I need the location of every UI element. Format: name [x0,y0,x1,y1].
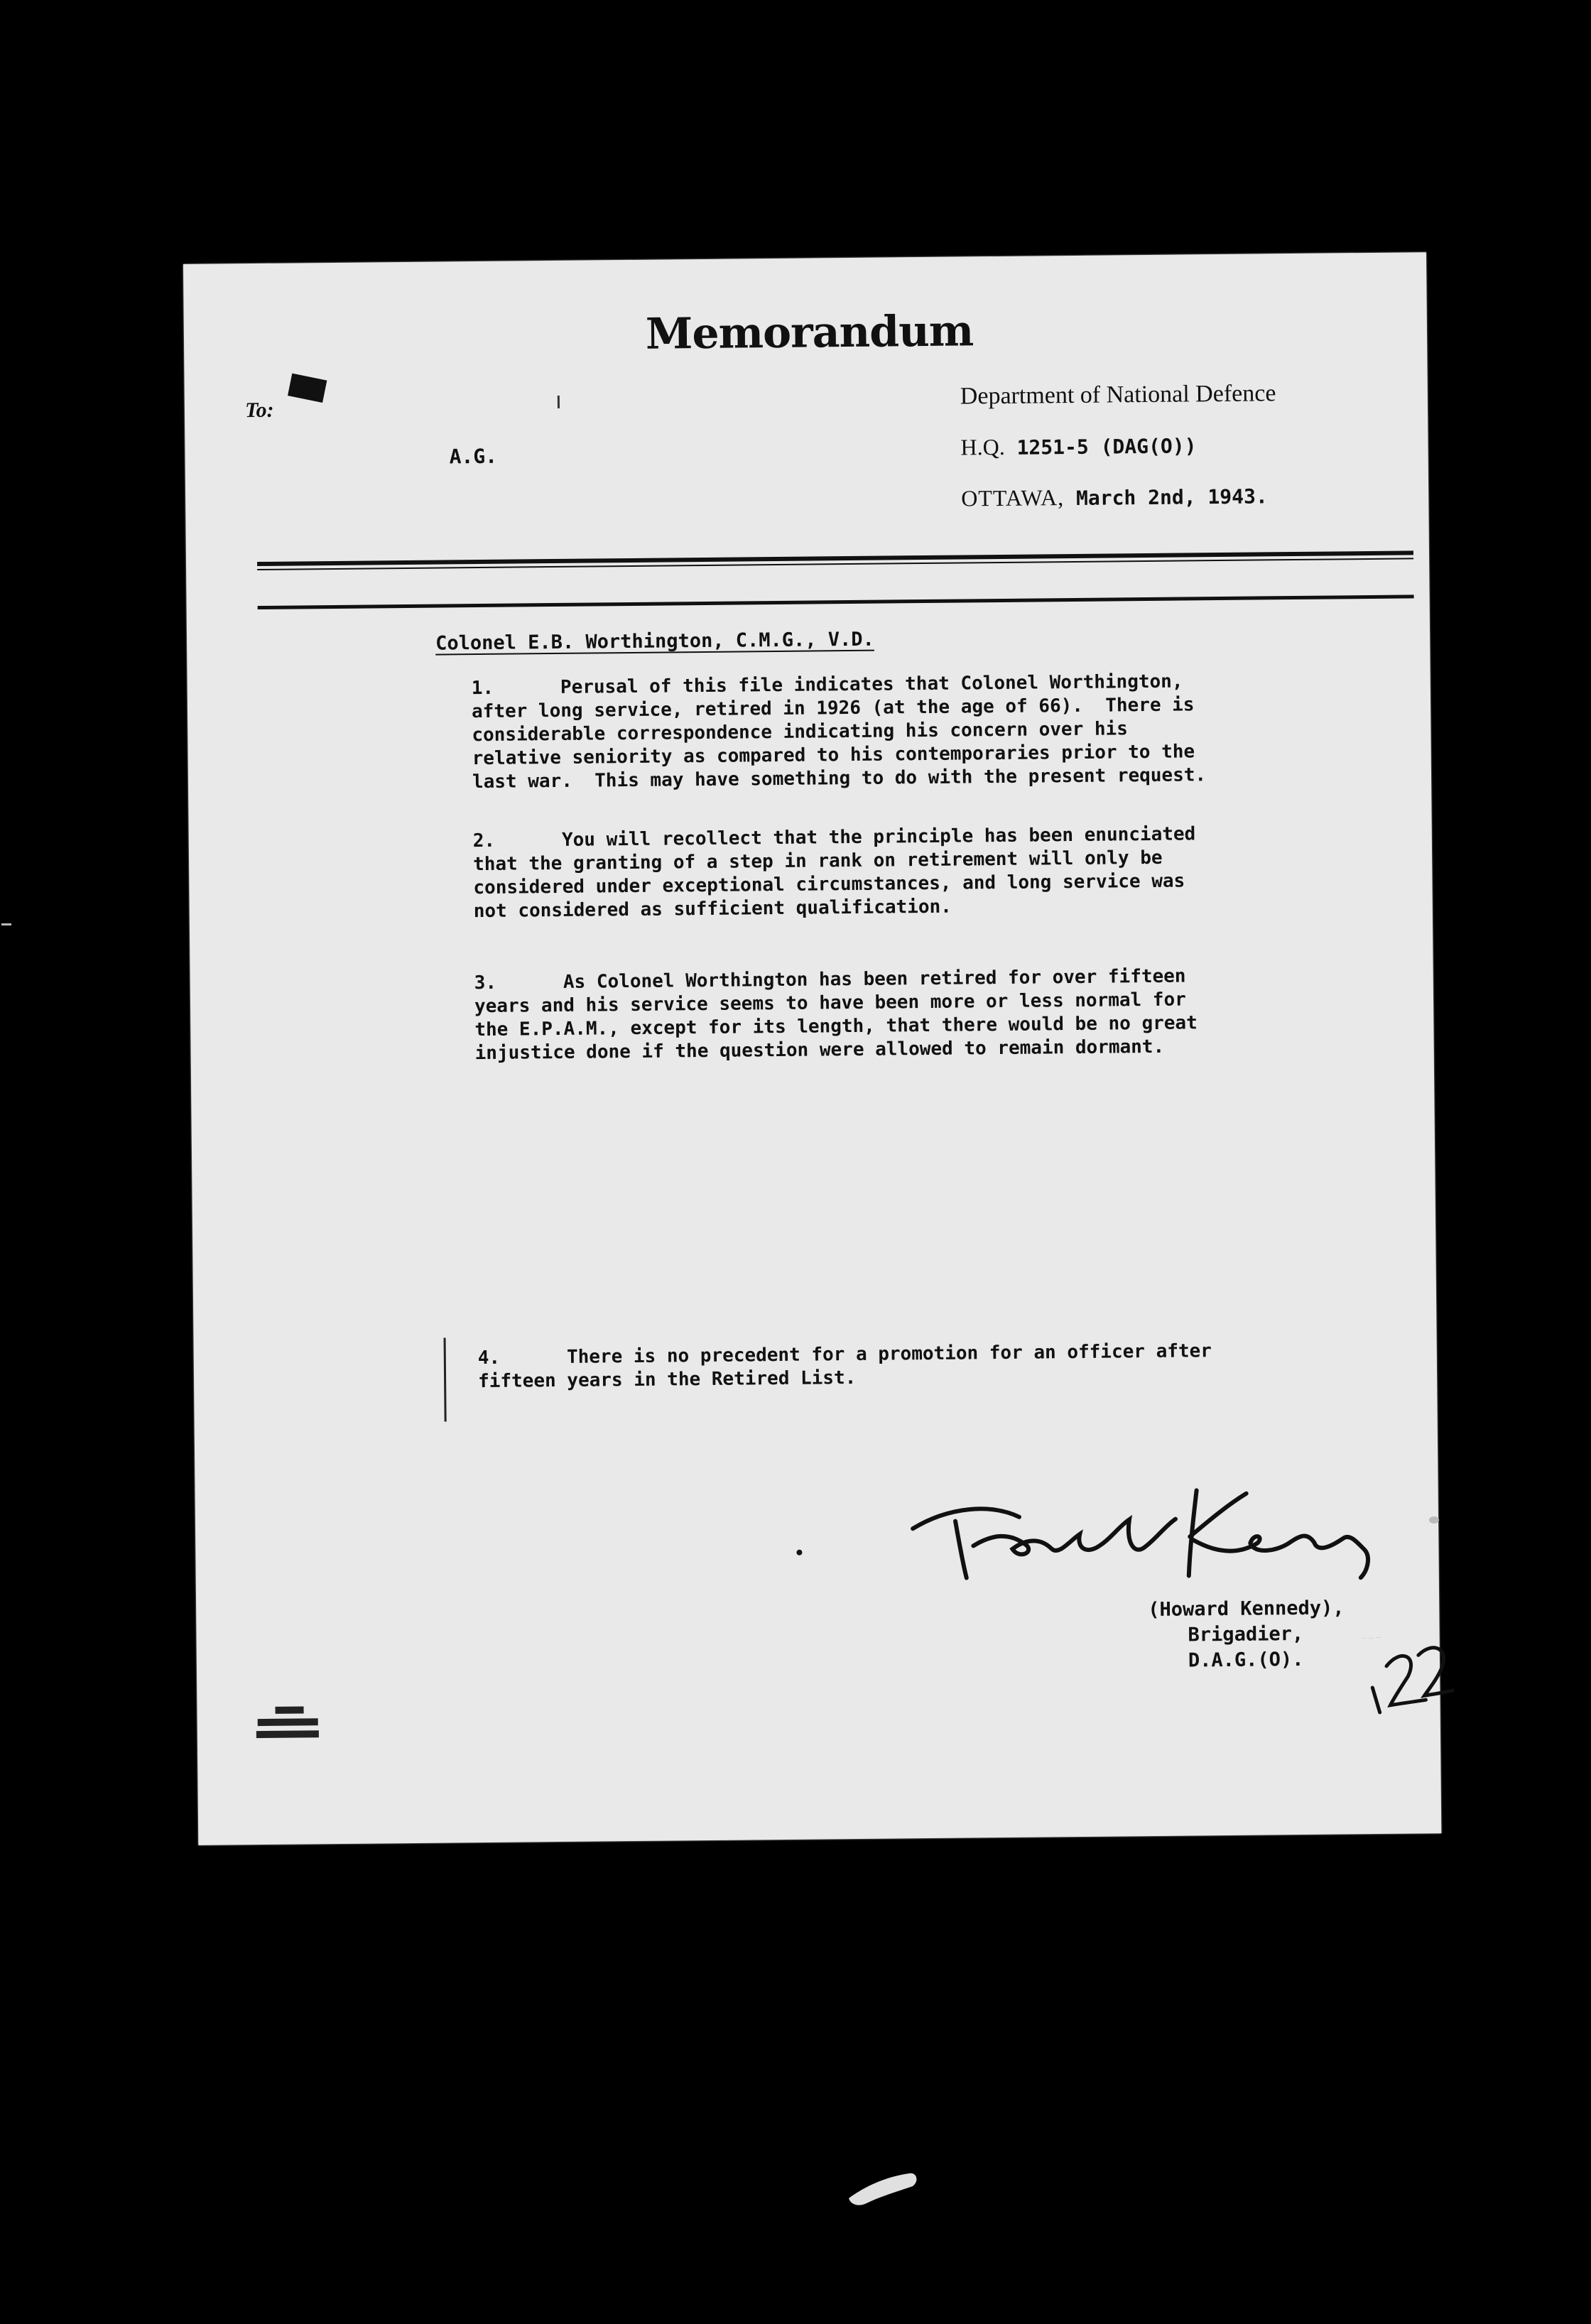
paragraph-line: after long service, retired in 1926 (at the age of 66). There is [471,694,1195,723]
scan-artifact [845,2166,923,2209]
paragraph-line: 4. There is no precedent for a promotion for an officer after [477,1340,1212,1369]
pencil-tick-mark [558,396,560,408]
memo-title: Memorandum [645,306,974,359]
place-label: OTTAWA, [961,484,1065,511]
paragraph-2 [473,820,1411,923]
handwritten-page-number [1362,1637,1455,1716]
signatory-appointment: D.A.G.(O). [1188,1648,1304,1672]
paragraph-3 [474,962,1413,1065]
hq-label: H.Q. [960,433,1005,460]
memo-page [183,252,1441,1845]
paragraph-line: years and his service seems to have been more or less normal for [474,989,1186,1018]
edge-speck [1429,1516,1439,1524]
recipient: A.G. [449,444,498,469]
paragraph-line: considered under exceptional circumstances, and long service was [473,870,1185,899]
handwritten-signature [905,1475,1389,1586]
paragraph-line: relative seniority as compared to his contemporaries prior to the [472,741,1195,770]
ink-dot [796,1550,802,1555]
department-name: Department of National Defence [960,380,1276,410]
paragraph-1 [472,668,1411,794]
paragraph-line: considerable correspondence indicating his concern over his [472,718,1129,746]
paragraph-line: not considered as sufficient qualification. [473,896,952,923]
signatory-rank: Brigadier, [1188,1622,1304,1646]
memo-subject: Colonel E.B. Worthington, C.M.G., V.D. [435,628,874,655]
paragraph-line: fifteen years in the Retired List. [477,1367,857,1393]
header-rule-lower [258,594,1414,609]
hq-reference: 1251-5 (DAG(O)) [1016,434,1197,460]
page-number-text [1362,1637,1382,1641]
place-date-line [961,482,1268,511]
paragraph-line: 1. Perusal of this file indicates that Colonel Worthington, [471,670,1183,700]
paragraph-line: that the granting of a step in rank on retirement will only be [472,847,1163,876]
paragraph-line: 2. You will recollect that the principle has been enunciated [472,823,1196,852]
paragraph-4 [478,1337,1416,1394]
left-edge-mark [1,923,11,925]
paragraph-line: the E.P.A.M., except for its length, that there would be no great [474,1012,1198,1041]
hq-reference-line [960,432,1196,460]
memo-date: March 2nd, 1943. [1075,484,1268,510]
margin-bracket-mark [444,1338,447,1422]
form-number-stamp [250,1703,329,1744]
paragraph-line: last war. This may have something to do with the present request. [472,764,1207,793]
to-label: To: [244,398,274,423]
flag-tab-icon [288,374,327,403]
signatory-name: (Howard Kennedy), [1148,1597,1345,1622]
signature-block [1148,1595,1345,1674]
paragraph-line: injustice done if the question were allowed to remain dormant. [474,1036,1165,1065]
paragraph-line: 3. As Colonel Worthington has been retired for over fifteen [474,965,1186,994]
